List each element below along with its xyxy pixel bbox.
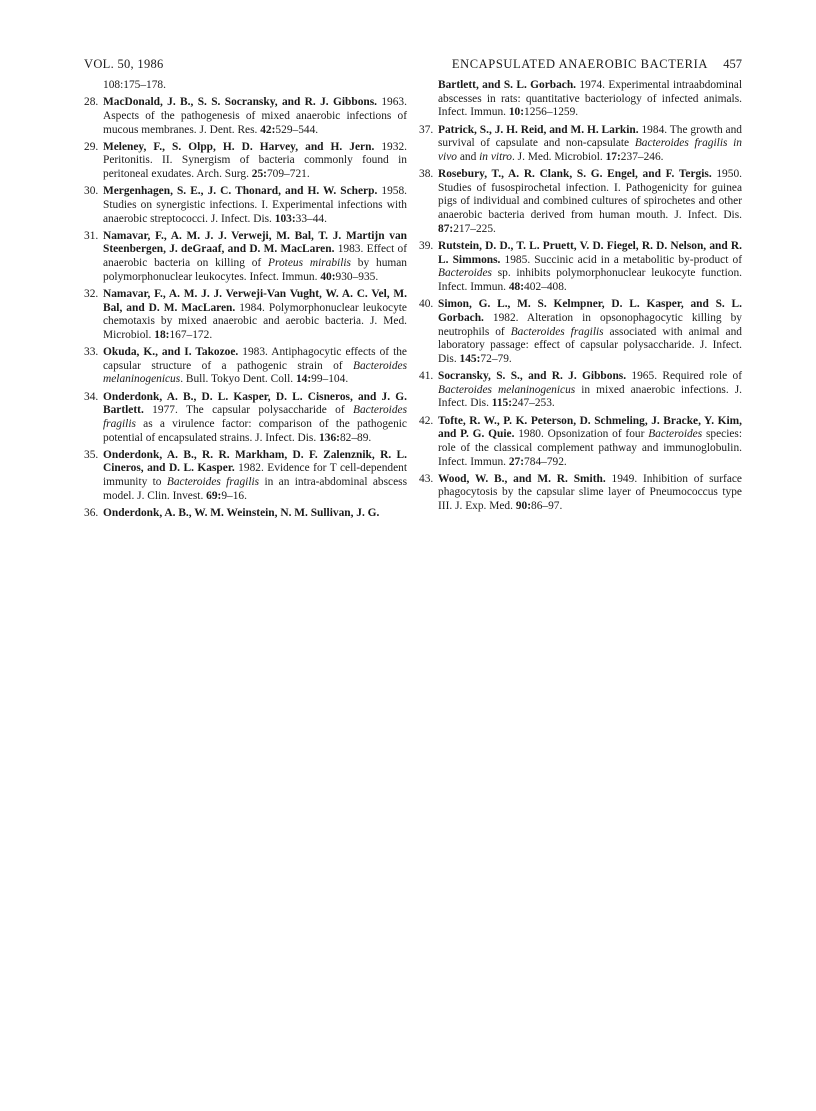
reference-text: 784–792. [524, 455, 567, 468]
reference-text: as a virulence factor: comparison of the pathogenic potential of encapsulated strains. J. Infect. Dis. [103, 417, 407, 444]
reference-text: 1980. Opsonization of four [514, 428, 649, 441]
species-name: in vitro [479, 150, 512, 163]
species-name: Bacteroides fragilis [510, 325, 604, 338]
reference-bold-text: 115: [491, 397, 513, 410]
reference-column-left [84, 79, 407, 524]
reference-text: 1985. Succinic acid in a metabolitic by-product of [500, 253, 742, 266]
running-header [84, 57, 742, 79]
reference-text: in an intra-abdominal abscess model. J. Clin. Invest. [103, 476, 408, 502]
reference-text: 1982. Alteration in opsonophagocytic killing by neutrophils of [438, 311, 742, 338]
reference-bold-text: 87: [438, 222, 454, 235]
reference-bold-text: 103: [274, 212, 296, 225]
reference-text: 99–104. [311, 373, 349, 386]
species-name: Bacteroides melaninogenicus [103, 359, 407, 386]
reference-text: associated with animal and laboratory passage: effect of capsular polysaccharide. J. Infect. Dis. [438, 325, 742, 365]
reference-bold-text: Rutstein, D. D., T. L. Pruett, V. D. Fiegel, R. D. Nelson, and R. L. Simmons. [438, 239, 742, 266]
reference-number: 30. [84, 185, 99, 198]
reference-text: 247–253. [512, 397, 555, 410]
reference-text: 33–44. [295, 212, 327, 225]
reference-text: 82–89. [339, 431, 372, 444]
reference-text: 86–97. [531, 500, 563, 513]
reference-entry [84, 449, 407, 504]
reference-bold-text: 90: [515, 500, 532, 513]
reference-text: 72–79. [480, 352, 512, 365]
reference-bold-text: Rosebury, T., A. R. Clank, S. G. Engel, and F. Tergis. [438, 168, 712, 180]
reference-bold-text: 48: [508, 281, 525, 294]
reference-entry [419, 298, 742, 367]
reference-entry [419, 370, 742, 411]
reference-text: 709–721. [266, 168, 310, 180]
reference-text: species: role of the classical complement pathway and immunoglobulin. Infect. Immun. [438, 428, 743, 468]
reference-number: 34. [84, 390, 99, 403]
reference-text: 1950. Studies of fusospirochetal infection. I. Pathogenicity for guinea pigs of individual and combined cultures of spirochetes and other anaerobic bacteria derived from human mouth. J. Infect. Dis. [438, 168, 742, 222]
reference-entry [84, 96, 407, 137]
reference-text: 529–544. [275, 123, 319, 136]
reference-bold-text: 69: [206, 489, 222, 502]
reference-column-right [419, 79, 742, 517]
reference-bold-text: Namavar, F., A. M. J. J. Verweji-Van Vught, W. A. C. Vel, M. Bal, and D. M. MacLaren. [103, 287, 407, 314]
reference-text: 1983. Antiphagocytic effects of the capsular structure of a pathogenic strain of [103, 346, 407, 372]
species-name: Bacteroides fragilis [103, 404, 407, 430]
species-name: Bacteroides melaninogenicus [438, 383, 576, 396]
reference-entry [419, 124, 742, 165]
reference-number: 39. [419, 239, 434, 252]
reference-number: 31. [84, 229, 99, 242]
reference-bold-text: Tofte, R. W., P. K. Peterson, D. Schmeling, J. Bracke, Y. Kim, and P. G. Quie. [438, 414, 742, 441]
species-name: Bacteroides fragilis in vivo [438, 137, 742, 163]
reference-bold-text: Onderdonk, A. B., R. R. Markham, D. F. Zalenznik, R. L. Cineros, and D. L. Kasper. [103, 448, 407, 475]
reference-number: 38. [419, 168, 434, 180]
reference-entry [84, 185, 407, 226]
reference-text: and [456, 150, 480, 163]
reference-text: by human polymorphonuclear leukocytes. Infect. Immun. [103, 257, 408, 283]
reference-number: 42. [419, 414, 434, 427]
reference-bold-text: 40: [320, 270, 336, 283]
reference-number: 40. [419, 298, 434, 311]
reference-entry [84, 507, 407, 521]
reference-bold-text: 27: [508, 455, 525, 468]
reference-text: 1983. Effect of anaerobic bacteria on killing of [103, 243, 408, 269]
page-number: 457 [723, 57, 742, 71]
reference-text: . Bull. Tokyo Dent. Coll. [180, 373, 296, 386]
reference-text: 1963. Aspects of the pathogenesis of mixed anaerobic infections of mucous membranes. J. Dent. Res. [103, 96, 407, 136]
reference-bold-text: Onderdonk, A. B., D. L. Kasper, D. L. Cisneros, and J. G. Bartlett. [103, 390, 407, 417]
reference-text: in mixed anaerobic infections. J. Infect. Dis. [438, 383, 742, 410]
reference-bold-text: 136: [319, 431, 340, 444]
reference-number: 41. [419, 370, 434, 383]
reference-bold-text: Okuda, K., and I. Takozoe. [103, 346, 239, 358]
reference-bold-text: 10: [508, 106, 525, 119]
reference-text: 1949. Inhibition of surface phagocytosis by the capsular slime layer of Pneumococcus type III. J. Exp. Med. [438, 472, 742, 513]
reference-bold-text: Bartlett, and S. L. Gorbach. [438, 79, 577, 91]
reference-text: 1984. The growth and survival of capsulate and non-capsulate [438, 123, 742, 150]
reference-text: 1256–1259. [524, 106, 579, 119]
reference-number: 32. [84, 287, 99, 300]
reference-text: 1958. Studies on synergistic infections. I. Experimental infections with anaerobic streptococci. J. Infect. Dis. [103, 185, 407, 225]
reference-text: 1977. The capsular polysaccharide of [143, 404, 354, 417]
species-name: Bacteroides fragilis [166, 476, 260, 489]
reference-entry [84, 288, 407, 343]
reference-text: 1984. Polymorphonuclear leukocyte chemotaxis by mixed anaerobic and aerobic bacteria. J. Med. Microbiol. [103, 301, 407, 341]
reference-bold-text: MacDonald, J. B., S. S. Socransky, and R. J. Gibbons. [103, 96, 377, 109]
reference-entry [84, 79, 407, 93]
reference-bold-text: 25: [251, 168, 267, 180]
reference-bold-text: 18: [154, 328, 170, 341]
reference-text: . J. Med. Microbiol. [511, 150, 606, 163]
reference-text: 1982. Evidence for T cell-dependent immunity to [103, 462, 407, 489]
reference-bold-text: Socransky, S. S., and R. J. Gibbons. [438, 370, 627, 383]
reference-text: 217–225. [453, 222, 496, 235]
reference-number: 43. [419, 472, 434, 485]
reference-bold-text: 17: [605, 150, 621, 163]
reference-bold-text: Patrick, S., J. H. Reid, and M. H. Larkin. [438, 123, 639, 136]
reference-bold-text: Wood, W. B., and M. R. Smith. [438, 472, 606, 485]
species-name: Proteus mirabilis [268, 257, 351, 269]
reference-entry [84, 141, 407, 182]
reference-bold-text: Meleney, F., S. Olpp, H. D. Harvey, and H. Jern. [103, 140, 375, 153]
reference-text: 1974. Experimental intraabdominal abscesses in rats: quantitative bacteriology of infected animals. Infect. Immun. [438, 79, 742, 119]
volume-label: VOL. 50, 1986 [84, 57, 164, 71]
reference-text: 237–246. [620, 150, 664, 163]
reference-entry [84, 230, 407, 285]
reference-bold-text: 42: [260, 123, 276, 136]
species-name: Bacteroides [438, 267, 492, 280]
reference-number: 33. [84, 346, 99, 358]
reference-entry [419, 168, 742, 237]
reference-entry [419, 415, 742, 470]
reference-bold-text: Mergenhagen, S. E., J. C. Thonard, and H. W. Scherp. [103, 185, 378, 198]
reference-number: 28. [84, 96, 99, 109]
species-name: Bacteroides [648, 428, 703, 441]
reference-bold-text: 14: [295, 373, 312, 386]
reference-entry [84, 346, 407, 387]
reference-text: 1932. Peritonitis. II. Synergism of bacteria commonly found in peritoneal exudates. Arch. Surg. [103, 140, 407, 180]
reference-bold-text: 145: [459, 352, 481, 365]
reference-entry [419, 240, 742, 295]
running-title: ENCAPSULATED ANAEROBIC BACTERIA [451, 57, 708, 71]
reference-text: 167–172. [169, 328, 213, 341]
reference-text: 930–935. [335, 270, 379, 283]
reference-entry [419, 473, 742, 514]
reference-text: 108:175–178. [103, 79, 166, 91]
reference-number: 36. [84, 506, 99, 519]
reference-entry [419, 79, 742, 120]
reference-bold-text: Namavar, F., A. M. J. J. Verweji, M. Bal, T. J. Martijn van Steenbergen, J. deGraaf, and D. M. MacLaren. [103, 229, 407, 256]
reference-text: 402–408. [524, 281, 567, 294]
reference-bold-text: Simon, G. L., M. S. Kelmpner, D. L. Kasper, and S. L. Gorbach. [438, 298, 742, 324]
reference-number: 29. [84, 140, 99, 153]
reference-text: 9–16. [221, 489, 247, 502]
reference-bold-text: Onderdonk, A. B., W. M. Weinstein, N. M. Sullivan, J. G. [103, 506, 380, 519]
reference-text: 1965. Required role of [626, 370, 742, 383]
reference-number: 37. [419, 123, 434, 136]
reference-entry [84, 391, 407, 446]
reference-number: 35. [84, 448, 99, 461]
reference-text: sp. inhibits polymorphonuclear leukocyte function. Infect. Immun. [438, 267, 742, 294]
